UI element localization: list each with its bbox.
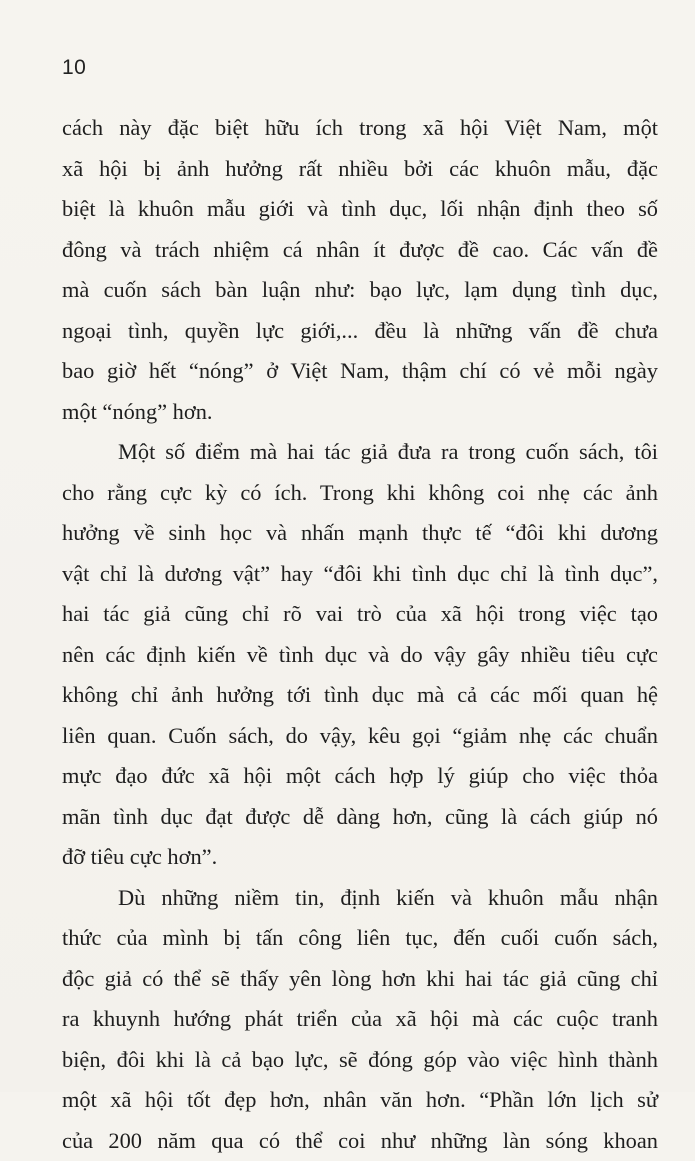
text-line: cho rằng cực kỳ có ích. Trong khi không coi nhẹ các ảnh <box>62 473 658 514</box>
text-line: bao giờ hết “nóng” ở Việt Nam, thậm chí có vẻ mỗi ngày <box>62 351 658 392</box>
text-line: độc giả có thể sẽ thấy yên lòng hơn khi hai tác giả cũng chỉ <box>62 959 658 1000</box>
paragraph <box>62 432 658 878</box>
text-line: không chỉ ảnh hưởng tới tình dục mà cả các mối quan hệ <box>62 675 658 716</box>
text-line: ra khuynh hướng phát triển của xã hội mà các cuộc tranh <box>62 999 658 1040</box>
text-line: hai tác giả cũng chỉ rõ vai trò của xã hội trong việc tạo <box>62 594 658 635</box>
body-text <box>62 108 658 1161</box>
text-line: mực đạo đức xã hội một cách hợp lý giúp cho việc thỏa <box>62 756 658 797</box>
text-line: cách này đặc biệt hữu ích trong xã hội Việt Nam, một <box>62 108 658 149</box>
text-line: đông và trách nhiệm cá nhân ít được đề cao. Các vấn đề <box>62 230 658 271</box>
text-line: của 200 năm qua có thể coi như những làn sóng khoan <box>62 1121 658 1161</box>
text-line: nên các định kiến về tình dục và do vậy gây nhiều tiêu cực <box>62 635 658 676</box>
text-line: thức của mình bị tấn công liên tục, đến cuối cuốn sách, <box>62 918 658 959</box>
text-line: biện, đôi khi là cả bạo lực, sẽ đóng góp vào việc hình thành <box>62 1040 658 1081</box>
text-line: mãn tình dục đạt được dễ dàng hơn, cũng là cách giúp nó <box>62 797 658 838</box>
text-line: đỡ tiêu cực hơn”. <box>62 837 658 878</box>
text-line: hưởng về sinh học và nhấn mạnh thực tế “đôi khi dương <box>62 513 658 554</box>
text-line: xã hội bị ảnh hưởng rất nhiều bởi các khuôn mẫu, đặc <box>62 149 658 190</box>
text-line: Dù những niềm tin, định kiến và khuôn mẫu nhận <box>62 878 658 919</box>
text-line: biệt là khuôn mẫu giới và tình dục, lối nhận định theo số <box>62 189 658 230</box>
text-line: một “nóng” hơn. <box>62 392 658 433</box>
text-line: vật chỉ là dương vật” hay “đôi khi tình dục chỉ là tình dục”, <box>62 554 658 595</box>
text-line: một xã hội tốt đẹp hơn, nhân văn hơn. “Phần lớn lịch sử <box>62 1080 658 1121</box>
text-line: ngoại tình, quyền lực giới,... đều là những vấn đề chưa <box>62 311 658 352</box>
page-number: 10 <box>62 56 86 80</box>
text-line: Một số điểm mà hai tác giả đưa ra trong cuốn sách, tôi <box>62 432 658 473</box>
text-line: liên quan. Cuốn sách, do vậy, kêu gọi “giảm nhẹ các chuẩn <box>62 716 658 757</box>
paragraph <box>62 878 658 1161</box>
paragraph <box>62 108 658 432</box>
text-line: mà cuốn sách bàn luận như: bạo lực, lạm dụng tình dục, <box>62 270 658 311</box>
